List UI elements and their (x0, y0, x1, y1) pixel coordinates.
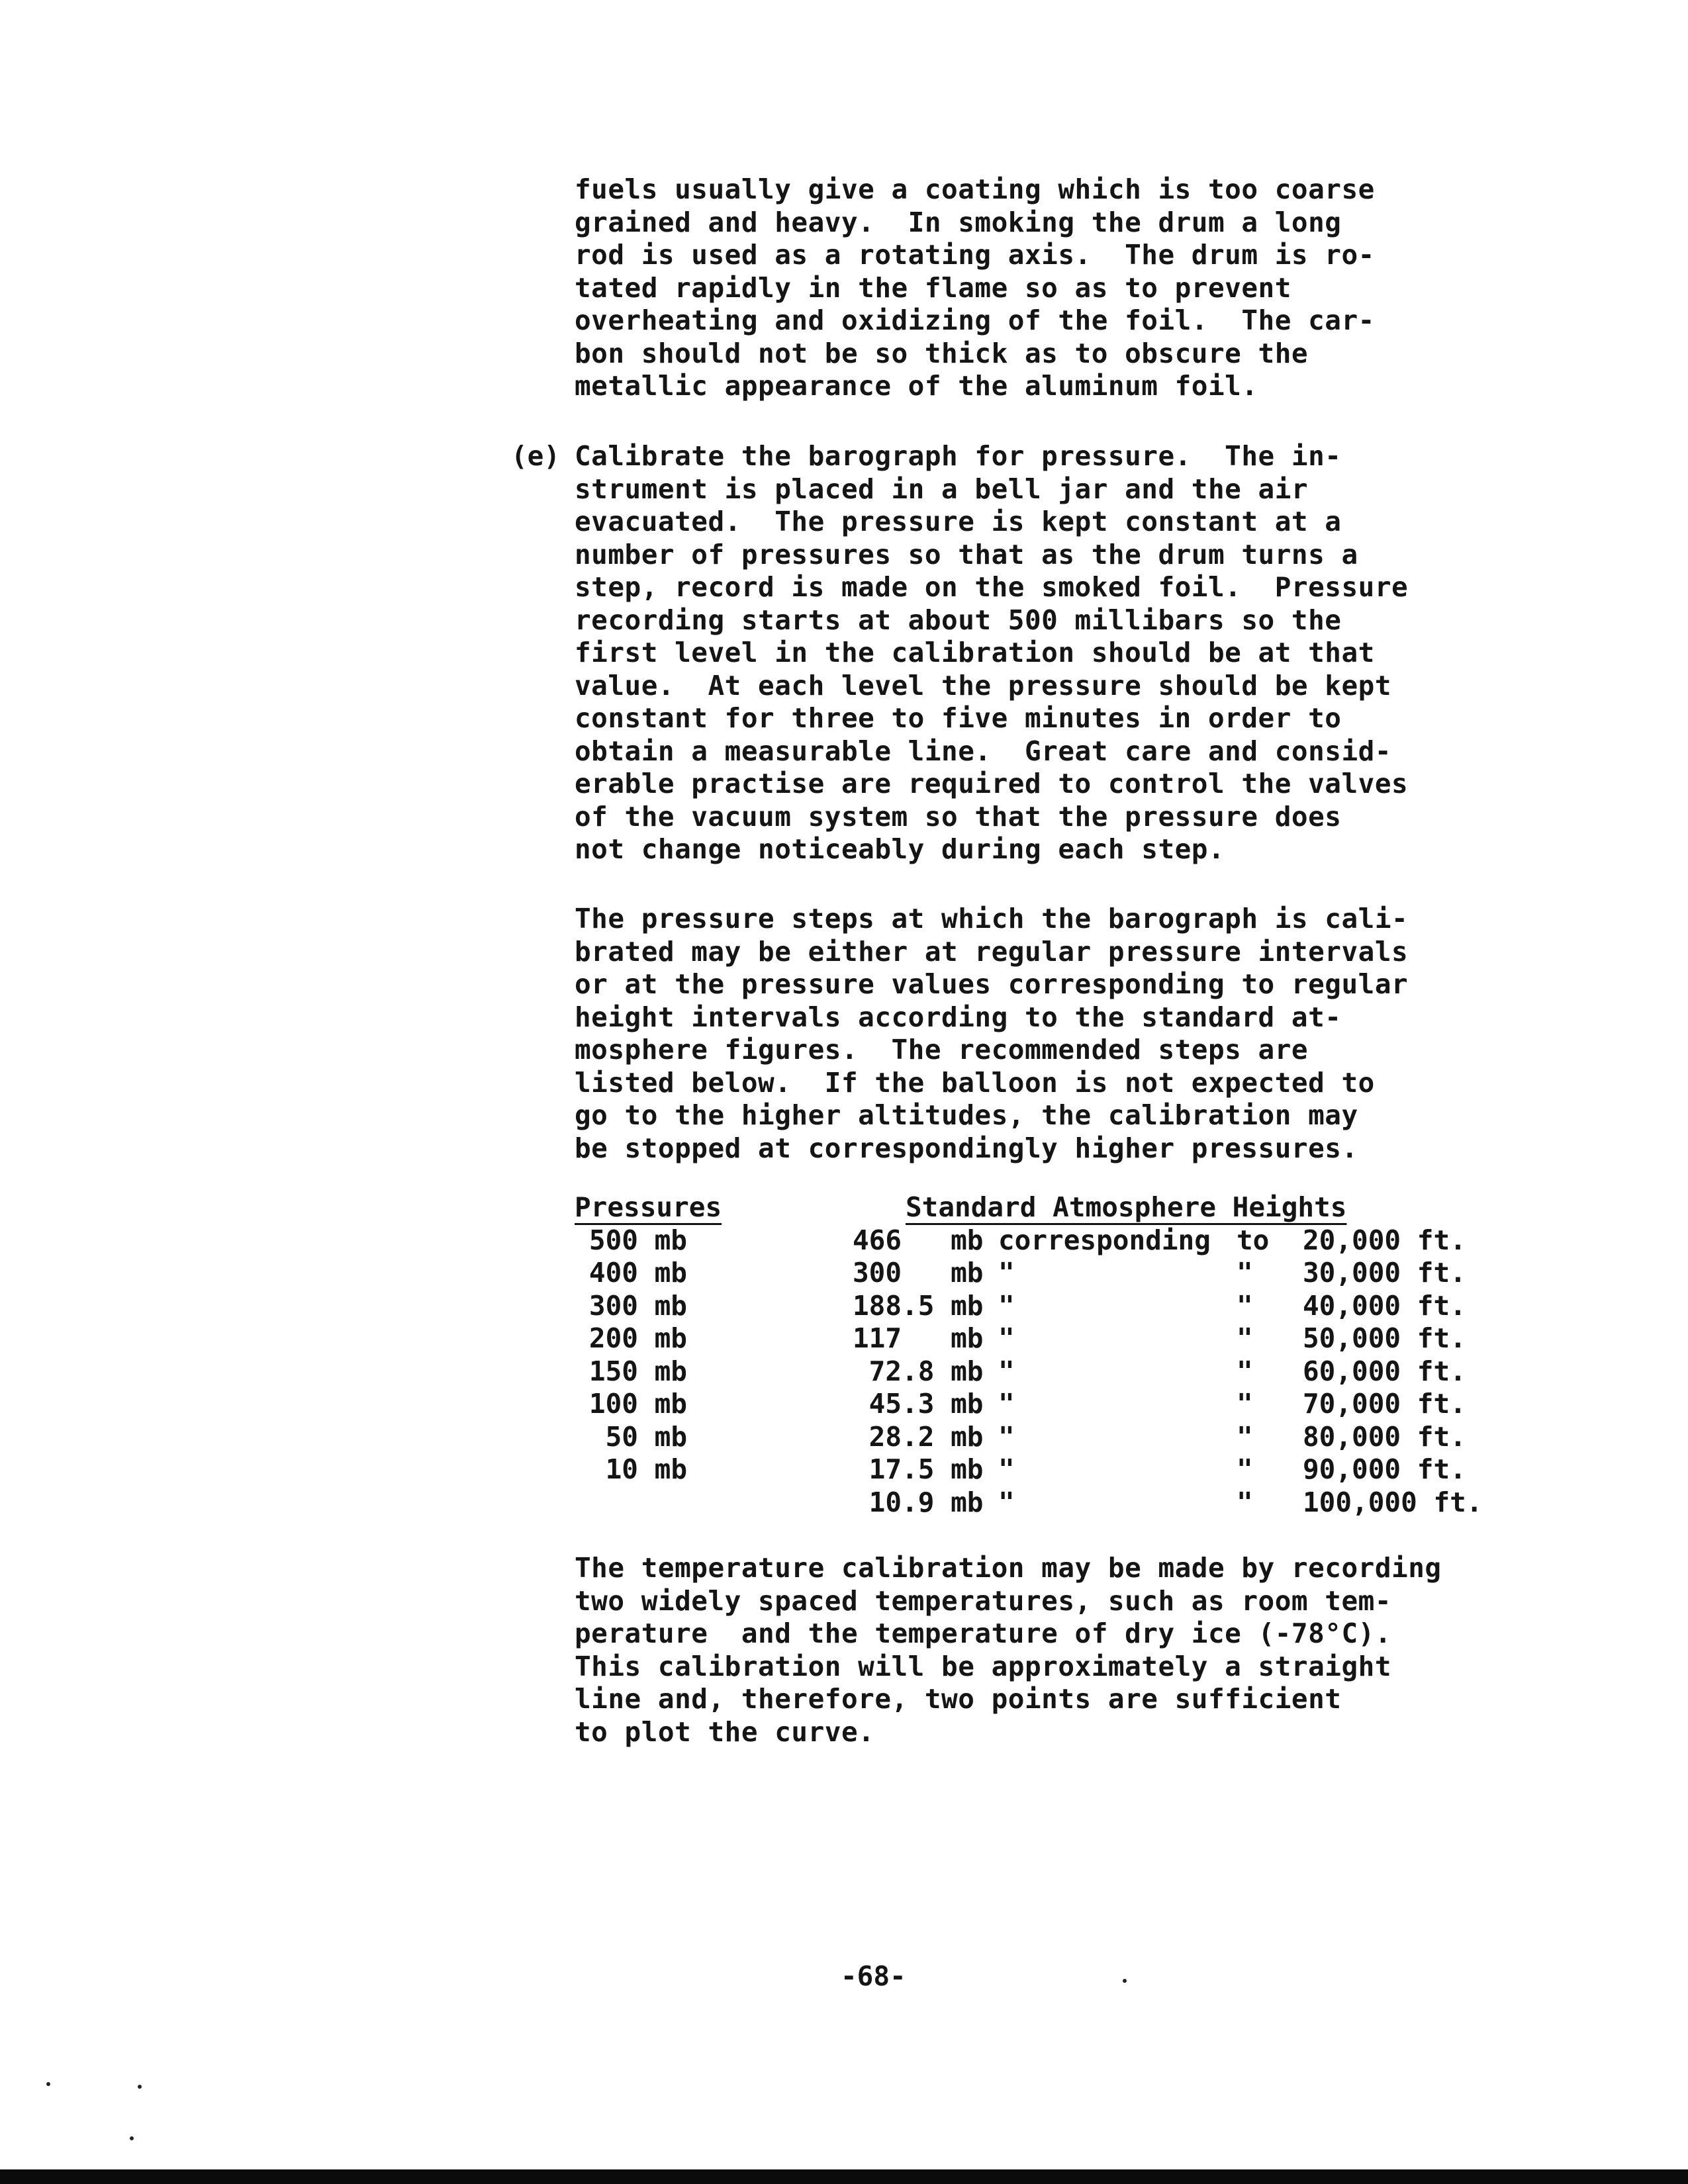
corresponding-cell: " (998, 1257, 1015, 1289)
scan-speck (138, 2085, 142, 2089)
std-pressure-cell: 117 mb (853, 1322, 984, 1354)
scan-speck (130, 2136, 134, 2140)
paragraph-calibrate-pressure: Calibrate the barograph for pressure. The in- strument is placed in a bell jar and the air evacuated. The pressure is kept constant at a number of pressures so that as the drum turns a step, record is made on the smoked foil. Pressure recording starts at about 500 millibars so the first level in the calibration should be at that value. At each level the pressure should be kept constant for three to five minutes in order to obtain a measurable line. Great care and consid- erable practise are required to control the valves of the vacuum system so that the pressure does not change noticeably during each step. (575, 440, 1409, 865)
corresponding-cell: " (998, 1355, 1015, 1387)
corresponding-cell: corresponding (998, 1224, 1211, 1256)
std-pressure-cell: 300 mb (853, 1257, 984, 1289)
to-cell: " (1237, 1322, 1253, 1354)
std-pressure-cell: 10.9 mb (853, 1486, 984, 1518)
std-pressure-cell: 45.3 mb (853, 1388, 984, 1420)
table-header-pressures: Pressures (575, 1191, 722, 1223)
to-cell: " (1237, 1289, 1253, 1322)
to-cell: " (1237, 1420, 1253, 1453)
std-pressure-cell: 17.5 mb (853, 1453, 984, 1485)
scan-speck (1123, 1979, 1127, 1983)
corresponding-cell: " (998, 1289, 1015, 1322)
std-pressure-cell: 28.2 mb (853, 1420, 984, 1453)
scan-speck (46, 2082, 50, 2086)
pressure-cell: 150 mb (588, 1355, 687, 1387)
corresponding-cell: " (998, 1486, 1015, 1518)
std-pressure-cell: 466 mb (853, 1224, 984, 1256)
height-cell: 30,000 ft. (1303, 1257, 1466, 1289)
height-cell: 100,000 ft. (1303, 1486, 1483, 1518)
table-header-heights: Standard Atmosphere Heights (906, 1191, 1347, 1223)
to-cell: " (1237, 1257, 1253, 1289)
pressure-cell: 200 mb (588, 1322, 687, 1354)
scan-bottom-edge (0, 2169, 1688, 2184)
height-cell: 90,000 ft. (1303, 1453, 1466, 1485)
to-cell: " (1237, 1453, 1253, 1485)
height-cell: 60,000 ft. (1303, 1355, 1466, 1387)
std-pressure-cell: 188.5 mb (853, 1289, 984, 1322)
pressure-cell: 400 mb (588, 1257, 687, 1289)
section-label-e: (e) (511, 440, 561, 472)
pressure-cell: 10 mb (605, 1453, 687, 1485)
to-cell: " (1237, 1486, 1253, 1518)
page-number: -68- (841, 1960, 906, 1992)
corresponding-cell: " (998, 1420, 1015, 1453)
pressure-cell: 50 mb (605, 1420, 687, 1453)
paragraph-pressure-steps: The pressure steps at which the barograph is cali- brated may be either at regular pressure intervals or at the pressure values corresponding to regular height intervals according to the standard at- mosphere figures. The recommended steps are listed below. If the balloon is not expected to go to the higher altitudes, the calibration may be stopped at correspondingly higher pressures. (575, 903, 1409, 1164)
to-cell: to (1237, 1224, 1270, 1256)
paragraph-temperature-calibration: The temperature calibration may be made by recording two widely spaced temperatures, such as room tem- perature and the temperature of dry ice (-78°C). This calibration will be approximately a straight line and, therefore, two points are sufficient to plot the curve. (575, 1552, 1442, 1748)
pressure-cell: 100 mb (588, 1388, 687, 1420)
to-cell: " (1237, 1388, 1253, 1420)
corresponding-cell: " (998, 1453, 1015, 1485)
pressure-cell: 300 mb (588, 1289, 687, 1322)
corresponding-cell: " (998, 1388, 1015, 1420)
paragraph-smoking-drum: fuels usually give a coating which is too coarse grained and heavy. In smoking the drum a long rod is used as a rotating axis. The drum is ro- tated rapidly in the flame so as to prevent overheating and oxidizing of the foil. The car- bon should not be so thick as to obscure the metallic appearance of the aluminum foil. (575, 173, 1375, 402)
to-cell: " (1237, 1355, 1253, 1387)
std-pressure-cell: 72.8 mb (853, 1355, 984, 1387)
pressure-cell: 500 mb (588, 1224, 687, 1256)
height-cell: 80,000 ft. (1303, 1420, 1466, 1453)
height-cell: 70,000 ft. (1303, 1388, 1466, 1420)
height-cell: 50,000 ft. (1303, 1322, 1466, 1354)
corresponding-cell: " (998, 1322, 1015, 1354)
height-cell: 40,000 ft. (1303, 1289, 1466, 1322)
height-cell: 20,000 ft. (1303, 1224, 1466, 1256)
